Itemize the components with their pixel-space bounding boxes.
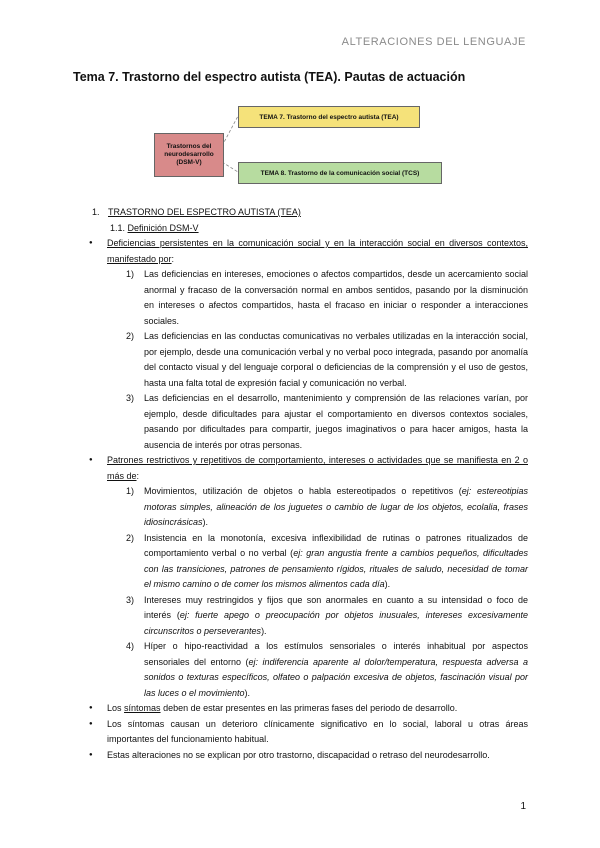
subsection-number: 1.1. — [110, 222, 126, 233]
criterion-a-list — [0, 267, 600, 453]
criterion-c: ● Los síntomas deben de estar presentes en las primeras fases del periodo de desarrollo. — [0, 701, 600, 717]
subsection-heading — [110, 221, 600, 237]
section-number: 1. — [92, 207, 100, 217]
diagram-box-tcs: TEMA 8. Trastorno de la comunicación social (TCS) — [238, 162, 442, 184]
subsection-title: Definición DSM-V — [127, 222, 199, 233]
list-item: 4) Híper o hipo-reactividad a los estímulos sensoriales o interés inhabitual por aspectos sensoriales del entorno (ej: indiferencia aparente al dolor/temperatura, respuesta adversa a sonidos o texturas específicos, olfateo o palpación excesiva de objetos, fascinación visual por las luces o el movimiento). — [126, 641, 528, 698]
list-item: 3) Intereses muy restringidos y fijos que son anormales en cuanto a su intensidad o foco de interés (ej: fuerte apego o preocupación por objetos inusuales, intereses excesivamente circunscritos o perseverantes). — [126, 594, 528, 636]
criterion-a-suffix: : — [171, 253, 175, 264]
criterion-b-text: Patrones restrictivos y repetitivos de comportamiento, intereses o actividades que se manifiesta en 2 o más de — [107, 455, 528, 481]
list-item: 2) Insistencia en la monotonía, excesiva inflexibilidad de rutinas o patrones ritualizados de comportamiento verbal o no verbal (ej: gran angustia frente a cambios pequeños, dificultades con las transiciones, patrones de pensamiento rígidos, rituales de saludo, necesidad de tomar el mismo camino o de comer los mismos alimentos cada día). — [126, 532, 528, 589]
document-body — [0, 205, 600, 763]
section-title: TRASTORNO DEL ESPECTRO AUTISTA (TEA) — [108, 207, 301, 217]
page-number: 1 — [520, 801, 526, 812]
running-header: ALTERACIONES DEL LENGUAJE — [341, 36, 526, 48]
section-heading — [0, 205, 600, 221]
list-item: 1) Las deficiencias en intereses, emociones o afectos compartidos, desde un acercamiento social anormal y fracaso de la conversación normal en ambos sentidos, pasando por la disminución en intereses o afectos compartidos, hasta el fracaso en iniciar o responder a interacciones sociales. — [126, 269, 528, 326]
criterion-e: ● Estas alteraciones no se explican por otro trastorno, discapacidad o retraso del neurodesarrollo. — [0, 748, 600, 764]
criterion-b-list — [0, 484, 600, 701]
concept-diagram — [154, 106, 464, 186]
list-item: 3) Las deficiencias en el desarrollo, mantenimiento y comprensión de las relaciones varían, por ejemplo, desde dificultades para ajustar el comportamiento en diversos contextos sociales, pasando por dificultades para compartir, juegos imaginativos o para hacer amigos, hasta la ausencia de interés por otras personas. — [126, 393, 528, 450]
criterion-a — [0, 236, 600, 267]
diagram-box-tea: TEMA 7. Trastorno del espectro autista (TEA) — [238, 106, 420, 128]
list-item: 1) Movimientos, utilización de objetos o habla estereotipados o repetitivos (ej: estereotipias motoras simples, alineación de los juguetes o cambio de lugar de los objetos, ecolalia, frases idiosincrásicas). — [126, 486, 528, 527]
diagram-box-neurodevelopment: Trastornos del neurodesarrollo (DSM-V) — [154, 133, 224, 177]
page-title: Tema 7. Trastorno del espectro autista (TEA). Pautas de actuación — [73, 70, 466, 84]
criterion-b — [0, 453, 600, 484]
criterion-a-text: Deficiencias persistentes en la comunicación social y en la interacción social en diversos contextos, manifestado por — [107, 238, 528, 264]
criterion-d: ● Los síntomas causan un deterioro clínicamente significativo en lo social, laboral u otras áreas importantes del funcionamiento habitual. — [0, 717, 600, 748]
list-item: 2) Las deficiencias en las conductas comunicativas no verbales utilizadas en la interacción social, por ejemplo, desde una comunicación verbal y no verbal poco integrada, pasando por anomalía del contacto visual y del lenguaje corporal o deficiencias de la comprensión y el uso de gestos, hasta una falta total de expresión facial y comunicación no verbal. — [126, 331, 528, 388]
criterion-b-suffix: : — [136, 470, 140, 481]
